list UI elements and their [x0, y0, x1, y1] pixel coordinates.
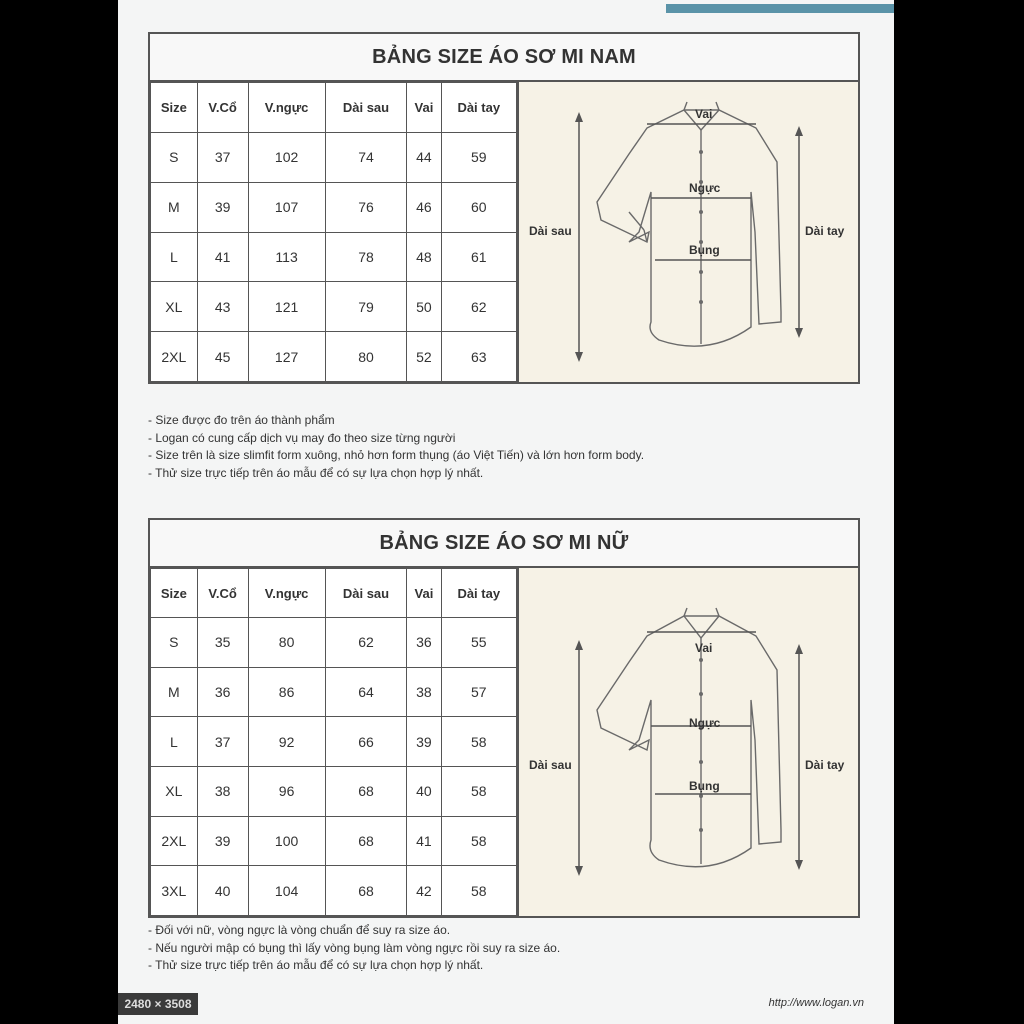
label-vai: Vai [695, 107, 713, 121]
women-table-title: BẢNG SIZE ÁO SƠ MI NỮ [150, 520, 858, 568]
note-line: - Nếu người mập có bụng thì lấy vòng bụng làm vòng ngực rồi suy ra size áo. [148, 940, 561, 955]
men-table-title: BẢNG SIZE ÁO SƠ MI NAM [150, 34, 858, 82]
table-cell: 55 [441, 618, 516, 668]
label-dai-sau: Dài sau [529, 224, 572, 238]
table-row [151, 232, 517, 282]
table-cell: 68 [325, 816, 407, 866]
table-cell: 66 [325, 717, 407, 767]
table-cell: 52 [407, 332, 441, 382]
table-cell: L [151, 717, 198, 767]
table-row [151, 182, 517, 232]
note-line: - Size trên là size slimfit form xuông, nhỏ hơn form thụng (áo Việt Tiến) và lớn hơn form body. [148, 448, 645, 462]
table-cell: S [151, 133, 198, 183]
table-cell: 42 [407, 866, 441, 916]
table-cell: 43 [197, 282, 248, 332]
table-cell: 37 [197, 133, 248, 183]
table-cell: 68 [325, 766, 407, 816]
accent-bar [666, 4, 894, 13]
label-dai-sau: Dài sau [529, 758, 572, 772]
table-row [151, 282, 517, 332]
header-daisau: Dài sau [325, 83, 407, 133]
table-cell: 41 [407, 816, 441, 866]
table-row [151, 667, 517, 717]
header-vco: V.Cổ [197, 83, 248, 133]
women-shirt-diagram [517, 568, 858, 916]
label-nguc: Ngực [689, 181, 721, 195]
table-cell: 63 [441, 332, 516, 382]
shirt-illustration [519, 568, 858, 911]
table-cell: L [151, 232, 198, 282]
header-vai: Vai [407, 83, 441, 133]
table-cell: 38 [407, 667, 441, 717]
header-daisau: Dài sau [325, 569, 407, 618]
image-dimensions-badge: 2480 × 3508 [118, 993, 198, 1015]
label-bung: Bụng [689, 243, 720, 257]
table-row [151, 816, 517, 866]
label-dai-tay: Dài tay [805, 758, 845, 772]
table-cell: 60 [441, 182, 516, 232]
table-cell: M [151, 667, 198, 717]
label-vai: Vai [695, 641, 713, 655]
table-cell: 74 [325, 133, 407, 183]
table-cell: 62 [325, 618, 407, 668]
table-cell: 104 [248, 866, 325, 916]
label-dai-tay: Dài tay [805, 224, 845, 238]
table-row [151, 332, 517, 382]
women-size-table [148, 518, 860, 918]
table-cell: 58 [441, 866, 516, 916]
table-row [151, 618, 517, 668]
table-cell: 80 [325, 332, 407, 382]
table-cell: 35 [197, 618, 248, 668]
table-cell: 44 [407, 133, 441, 183]
note-line: - Thử size trực tiếp trên áo mẫu để có sự lựa chọn hợp lý nhất. [148, 958, 484, 972]
table-cell: 58 [441, 816, 516, 866]
men-size-table [148, 32, 860, 384]
table-cell: 107 [248, 182, 325, 232]
table-cell: 38 [197, 766, 248, 816]
table-cell: 39 [197, 182, 248, 232]
table-cell: 113 [248, 232, 325, 282]
table-row [151, 866, 517, 916]
header-daitay: Dài tay [441, 83, 516, 133]
table-cell: 61 [441, 232, 516, 282]
table-cell: 45 [197, 332, 248, 382]
header-vnguc: V.ngực [248, 83, 325, 133]
table-cell: 46 [407, 182, 441, 232]
table-cell: 59 [441, 133, 516, 183]
table-cell: 41 [197, 232, 248, 282]
table-cell: S [151, 618, 198, 668]
table-cell: 58 [441, 717, 516, 767]
men-size-grid [150, 82, 517, 382]
table-cell: 48 [407, 232, 441, 282]
table-cell: 64 [325, 667, 407, 717]
table-cell: 3XL [151, 866, 198, 916]
table-cell: 39 [197, 816, 248, 866]
table-cell: 39 [407, 717, 441, 767]
table-cell: 86 [248, 667, 325, 717]
women-size-grid [150, 568, 517, 916]
table-cell: 40 [197, 866, 248, 916]
table-cell: 68 [325, 866, 407, 916]
table-row [151, 766, 517, 816]
table-cell: 96 [248, 766, 325, 816]
note-line: - Size được đo trên áo thành phẩm [148, 413, 335, 427]
men-shirt-diagram [517, 82, 858, 382]
table-cell: 36 [197, 667, 248, 717]
note-line: - Logan có cung cấp dịch vụ may đo theo size từng người [148, 430, 456, 445]
table-cell: 127 [248, 332, 325, 382]
table-row [151, 717, 517, 767]
note-line: - Thử size trực tiếp trên áo mẫu để có sự lựa chọn hợp lý nhất. [148, 465, 484, 480]
table-cell: 80 [248, 618, 325, 668]
table-cell: 37 [197, 717, 248, 767]
header-vco: V.Cổ [197, 569, 248, 618]
table-cell: 79 [325, 282, 407, 332]
table-cell: M [151, 182, 198, 232]
header-vnguc: V.ngực [248, 569, 325, 618]
header-size: Size [151, 569, 198, 618]
table-cell: XL [151, 766, 198, 816]
table-cell: 57 [441, 667, 516, 717]
note-line: - Đối với nữ, vòng ngực là vòng chuẩn để suy ra size áo. [148, 923, 451, 937]
label-nguc: Ngực [689, 716, 721, 730]
table-cell: 121 [248, 282, 325, 332]
table-cell: 76 [325, 182, 407, 232]
table-cell: 102 [248, 133, 325, 183]
men-notes [148, 412, 644, 482]
header-vai: Vai [407, 569, 441, 618]
label-bung: Bụng [689, 779, 720, 793]
table-cell: 50 [407, 282, 441, 332]
women-notes [148, 922, 560, 975]
table-cell: 62 [441, 282, 516, 332]
table-cell: 58 [441, 766, 516, 816]
table-cell: 100 [248, 816, 325, 866]
header-size: Size [151, 83, 198, 133]
table-cell: XL [151, 282, 198, 332]
table-cell: 2XL [151, 332, 198, 382]
table-cell: 92 [248, 717, 325, 767]
header-daitay: Dài tay [441, 569, 516, 618]
table-cell: 2XL [151, 816, 198, 866]
table-cell: 36 [407, 618, 441, 668]
website-url: http://www.logan.vn [768, 997, 864, 1009]
table-cell: 40 [407, 766, 441, 816]
table-row [151, 133, 517, 183]
size-chart-sheet [118, 0, 894, 1024]
table-cell: 78 [325, 232, 407, 282]
